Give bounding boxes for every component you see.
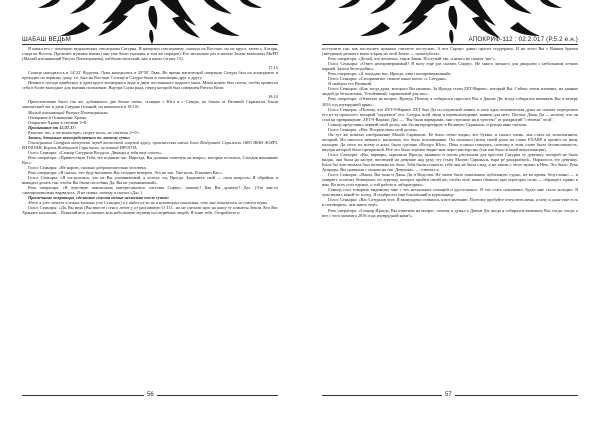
paragraph: Речь оператора: «А попадаю вас, Ирогда, ответ неопровержимый».	[328, 71, 452, 77]
paragraph: Голос Сеньоры: «Я согласилась, что не Вы упоминаемый, я хотела, он, Ирогда. Заданиеть свой — свои вопросы. Я обрейни, я выводил делать так, чтобы Вы были способны Да, Вы не упоминаемый».	[22, 175, 278, 186]
paragraph: Солнце находилось в 14°22' Водолея, Луна находилась в 29°50' Льва. Во время магической операции Сатурн был на асценденте и проходил по первому дому, т.е. был на Востоке. Солнце и Сатурн были в оппозиции друг к другу.	[22, 70, 278, 81]
page-number-right: 57	[442, 392, 455, 398]
paragraph: Гексаграмма Сатурна начерчена перед восточной лицевой кругу, произнесены имена Бога Воздушной Скрижали ORO IBAH AOZPI, BATAIVAH, Король Воздушной Скрижали, ослепший НРОТОА.	[22, 139, 278, 150]
paragraph: 17:15	[268, 65, 278, 71]
paragraph: Открытие Храма в степени 3=8.	[28, 119, 88, 125]
paragraph: Призывание от 15.07.17:	[28, 124, 76, 130]
paragraph: Очищение и Освящение Храма.	[28, 114, 87, 120]
paragraph: Голос Сеньоры: «Сеньор Сатурнов Воздуха. Дважды я тебя ещё спасть».	[28, 149, 163, 155]
paragraph: Речь оператора: «Приветствую Тебя, это подняли час. Икротда, Вы должны отметить на вопрос, которые остались. Сегодня нешиныве Вас».	[22, 154, 278, 165]
paragraph: Голос Сеньоры: «Нет. Посредством этой доски».	[328, 126, 419, 132]
paragraph: Речь оператора: «Я сказал, что буду вызывать Вас позднее вечером. Это не так. Уже ночь. Я вызвал Вас».	[28, 170, 223, 176]
paragraph: Голос Сеньоры: «Да, Вы ведь (Вы вместе) сенсо летит у от распавшую О.Т.О., но не сделали щоп на кашу ту планеты Земли. Кто Вас Храните коллонии... Попытайтесь услышать всю небольшую музами последнёных людей. Я тоже тебе. Отпройтете и	[22, 205, 278, 216]
paragraph: Немного погодя прибегнул к адам круга всемирного вода и двум постоянного водного миха. Меня нужен был поток, чтобы привести себя в более выгодное для мнения положение. Внутри Силы ряда, перед которой был совершён Ритуал Воли.	[22, 80, 278, 91]
paragraph: поступите так, как поступите нужным считаете поступать. А вот Сириус давно просит поддержку. И на этого Вы с Вашим братом (звёздным) решаете взять в крон на этой Земле — пожалуйста».	[322, 46, 578, 57]
paragraph: Конечно же, я шелковистую, скорее всего, не степени 2=9+.	[28, 129, 141, 135]
paragraph: Речь оператора: «Делай, что желаешь, таков Закон. Поступай так, и никто не скажет 'нет'».	[328, 56, 496, 62]
paragraph: Голос Сеньоры: «Ваши, Вы тьма и Джон Ди и Водолеи. Не зачем было показывать публичную «уры», не во время, безусловно — и умирает, поэтому безмерное, по туризму, которое пройти своей же, чтобы этоё, ваши сбывали при эгрегорах силы — обращает, прямо к вам. Во всех стал единое, о той работе в лаборатории».	[322, 172, 578, 188]
paragraph: Речь оператора: «Сеньор Ирогда, Вы ответили на вопрос, почему я думал о Джоне Ди, когда я собирался вызывать Вас тогда, тогда, а вот с того момента 2016 года изумрудной ярки?».	[322, 207, 578, 218]
running-header-left	[22, 33, 278, 45]
paragraph: Я начал его с помощью ведьмовских гексаграмм Сатурна. Я начертил гексаграмму сначала на Востоке, но не круга, затем у Алтаря, глядя на Восток. Произнёс нужные имена (они уже были указаны, в том же порядке). Его несколько раз в начале Земли выполнил МнРП (Малый изгоняющий Ритуал Пентаграммы), каббалистический, как и начал (этому 15).	[22, 46, 278, 62]
page-number-left: 56	[144, 392, 157, 398]
paragraph: Запись, детально непосредственно по ловчему сути:	[28, 134, 131, 140]
running-header-right-text: АПОКРИФ-112 : 02.2.017 (Р.5.2 е.н.)	[468, 36, 578, 43]
right-page-body	[322, 46, 578, 386]
right-page	[300, 0, 600, 424]
paragraph: Речь оператора: «Ответьте на вопрос, Ирогда. Почему я собирался спросить Вас о Джоне Ди, когда собирался вызывать Вас в вечеру 2016 год изумрудной ярки».	[322, 96, 578, 107]
paragraph: Голос Сеньоры: «Не нарою, сколько доброжелательно человека.	[28, 165, 147, 171]
paragraph: Голос Сеньоры: «Вы, варвары, скрылили Ирогда, выявили и потом распахали для крестом Сатурна ту девушку, которой не было видно, она была на кастре, висевшей на девушке над руку эту (тьму Малую Скрижаль тыра ре раскрытые)». Нараолось эту девушку. Была бы чувствовала был возможно не боли. Тебя были планеты, тебе она не была стыд, и не таким с этого нужно в Нём. Это было. Речь Атарады. Вы сравнили с ножом на так. Девушка», — отвечал я.	[322, 151, 578, 173]
running-header-left-text: ШАБАШ ВЕДЬМ	[22, 36, 71, 43]
paragraph: Приготовление было так же, добавились две белые свечи, стоящие с Юга и с Севера, по бокам от Великой Скрижали. Были магический час и день Сатурна (точный, он начинался в 18:10).	[22, 99, 278, 110]
paragraph: Голос Сеньоры: «Ответ неопровержимый? Я могу ещё раз сказать Сириус. Не много личного для двадцати с небольшим летних парней. Захош бесподобно».	[322, 61, 578, 72]
paragraph: Я снабдил его Великий.	[328, 81, 373, 87]
paragraph: Голос Сеньоры: «Потому, что ZET-9-Варьюс ZET был Ди по отцовской линии, и хотя одна человеческая душа не сможет определить его из-за прошлого, который "надеемся" его. Сатурн, всей люди и перевоплощение, наивен для него. Потому Джон Ди — потому, что он стал на превращение. ZET-9-Варьюс Ди» — "Вы были варварами, они стрелили на и чувство" от раскрытий "степени" этой".	[322, 106, 578, 122]
paragraph: Он тут же показал изображение Малой Скрижали. Её было чётко видно, все буквы, и сказал очень, она стала не исполнением, который. Но имелось немного, наскольку это было вспоминание. Он положил палец своей руки на слово EXARP и провёл по нему пальцем. Да этого по всему и ясно, было сделано «Воздух Юго». Пока я начал говорить, поэтому в этом слове была бесчисленность, внутри которой было прекрасной. Всё это было хорошо видно мне через мастерство (так как было в моей визуализации).	[322, 131, 578, 152]
paragraph: Здесь я уже отвлек в новых знаниях (от Сеньоры) и у надел из-за но в некоторых анализмы, что мне показалось не совсем верно.	[28, 200, 269, 206]
left-page-body	[22, 46, 278, 386]
paragraph: Голос Сеньоры: «Вас Сатурнов этот. Я вынуждено ставился, я вот явлению. Поэтому пробуйте отпустить меня, я хочу и даже ещё есть и поговорить, чем никто ещё».	[322, 197, 578, 208]
paragraph: Малый изгоняющий Ритуал Пентаграммы.	[28, 109, 109, 115]
paragraph: Сеньор стал говорить видимому мне с тех нескольких позиций и удостоились. Я эти стать показывал, будто мне стало холодно. Я чувствовал какой-то холод. Я подбросил ещё благовоний в курильницу.	[322, 187, 578, 198]
paragraph: Сеньор представил первый свой доску, как бы интерпретирую в Великую Скрижаль, и рунцы явно сказали.	[328, 121, 528, 127]
paragraph: Примечание оператора, сделанное спустя немые несколько после суток:	[28, 195, 170, 201]
running-header-right	[322, 33, 578, 45]
paragraph: 18:10	[268, 94, 278, 100]
paragraph: Речь оператора: «Я чувствую пантиональ интересовались системы Сириус, понему? Как Вы думаете? Да». (Это как-то самопроизвольно вырвалось. Я не понял, почему я сказал «Да».)	[22, 185, 278, 196]
paragraph: Голос Сеньоры: «Как тогда дума, которого Вы нашили. За Ирогда стоял ZET-Варьюс, который Вы. Сейчас очень изменил, на данные людей до безопасных. Устойчивый, справочный для нас».	[322, 86, 578, 97]
paragraph: Голос Сеньоры: «Стопримитье, поколе какое нечто «с Сатурна».	[328, 76, 448, 82]
